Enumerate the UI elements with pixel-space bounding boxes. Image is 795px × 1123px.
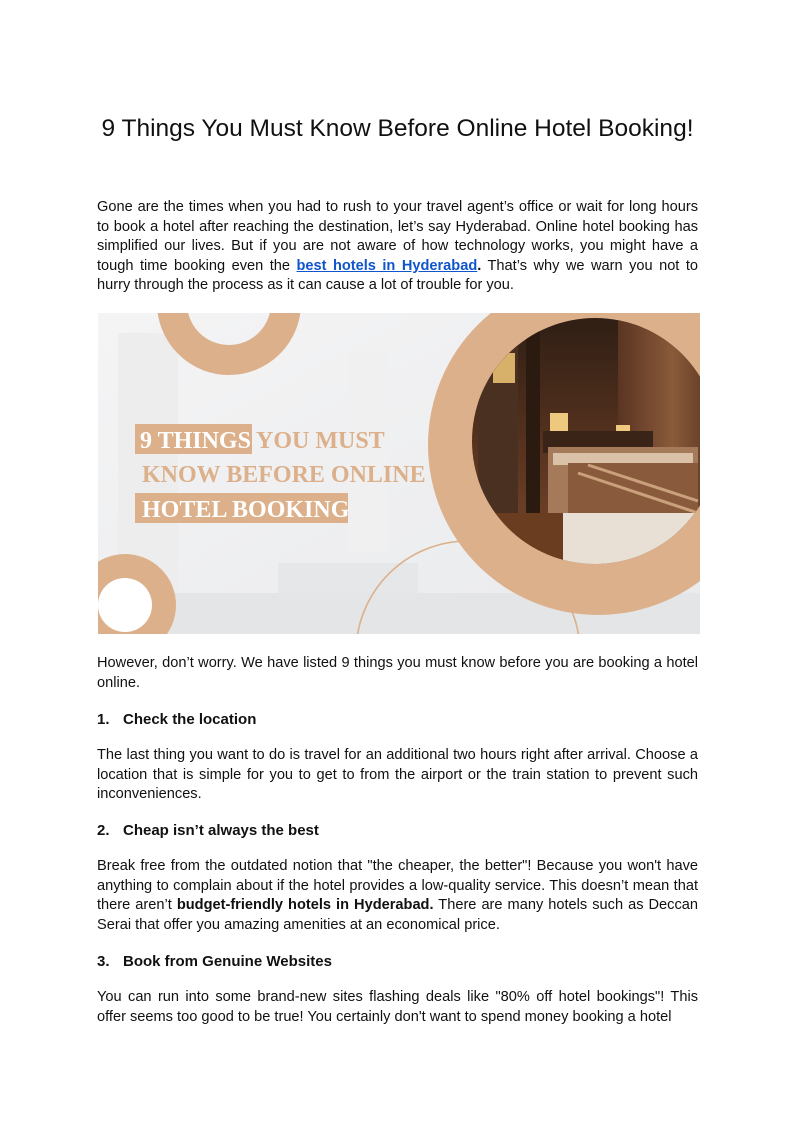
link-period: .: [477, 257, 482, 274]
best-hotels-link[interactable]: best hotels in Hyderabad: [296, 257, 478, 274]
banner-line1-rest: YOU MUST: [256, 428, 385, 454]
page-title: 9 Things You Must Know Before Online Hotel Booking!: [101, 115, 694, 142]
banner-line2: KNOW BEFORE ONLINE: [142, 462, 426, 488]
section-1-text: The last thing you want to do is travel for an additional two hours right after arrival. Choose a location that is simple for you to get to from the airport or the train station to prevent such inconveniences.: [97, 747, 698, 803]
intro-text-start: Gone are the times when you had to rush to your travel agent’s office or wait for long hours to book a hotel after reaching the destination, let’s say Hyderabad. Online hotel booking has simplified our lives. But if you are not aware of how technology works, you might have a tough time booking even the: [97, 199, 698, 274]
section-3-text: You can run into some brand-new sites flashing deals like "80% off hotel bookings"! This offer seems too good to be true! You certainly don't want to spend money booking a hotel: [97, 989, 698, 1025]
intro-paragraph: [97, 198, 698, 296]
budget-hotels-bold: budget-friendly hotels in Hyderabad.: [176, 897, 434, 914]
section-2-text-end: There are many hotels such as Deccan Serai that offer you amazing amenities at an economical price.: [97, 897, 698, 933]
section-1-title: Check the location: [123, 711, 257, 728]
section-2-heading: [97, 821, 698, 841]
hero-banner: [98, 313, 700, 634]
intro-text-end: That’s why we warn you not to hurry through the process as it can cause a lot of trouble for you.: [97, 257, 699, 294]
section-1-heading: [97, 710, 698, 730]
section-2-number: 2.: [97, 822, 110, 839]
section-3-number: 3.: [97, 953, 110, 970]
section-3-heading: [97, 952, 698, 972]
section-2-text: [97, 857, 698, 935]
however-paragraph: However, don’t worry. We have listed 9 things you must know before you are booking a hotel online.: [97, 655, 698, 691]
banner-graphic: [98, 313, 700, 634]
section-2-title: Cheap isn’t always the best: [123, 822, 319, 839]
section-3-title: Book from Genuine Websites: [123, 953, 332, 970]
section-1-number: 1.: [97, 711, 110, 728]
banner-line1-highlight: 9 THINGS: [140, 428, 251, 454]
banner-line3: HOTEL BOOKING: [142, 497, 350, 523]
section-2-text-start: Break free from the outdated notion that "the cheaper, the better"! Because you won't have anything to complain about if the hotel provides a low-quality service. This doesn’t mean that there aren’t: [97, 858, 698, 914]
